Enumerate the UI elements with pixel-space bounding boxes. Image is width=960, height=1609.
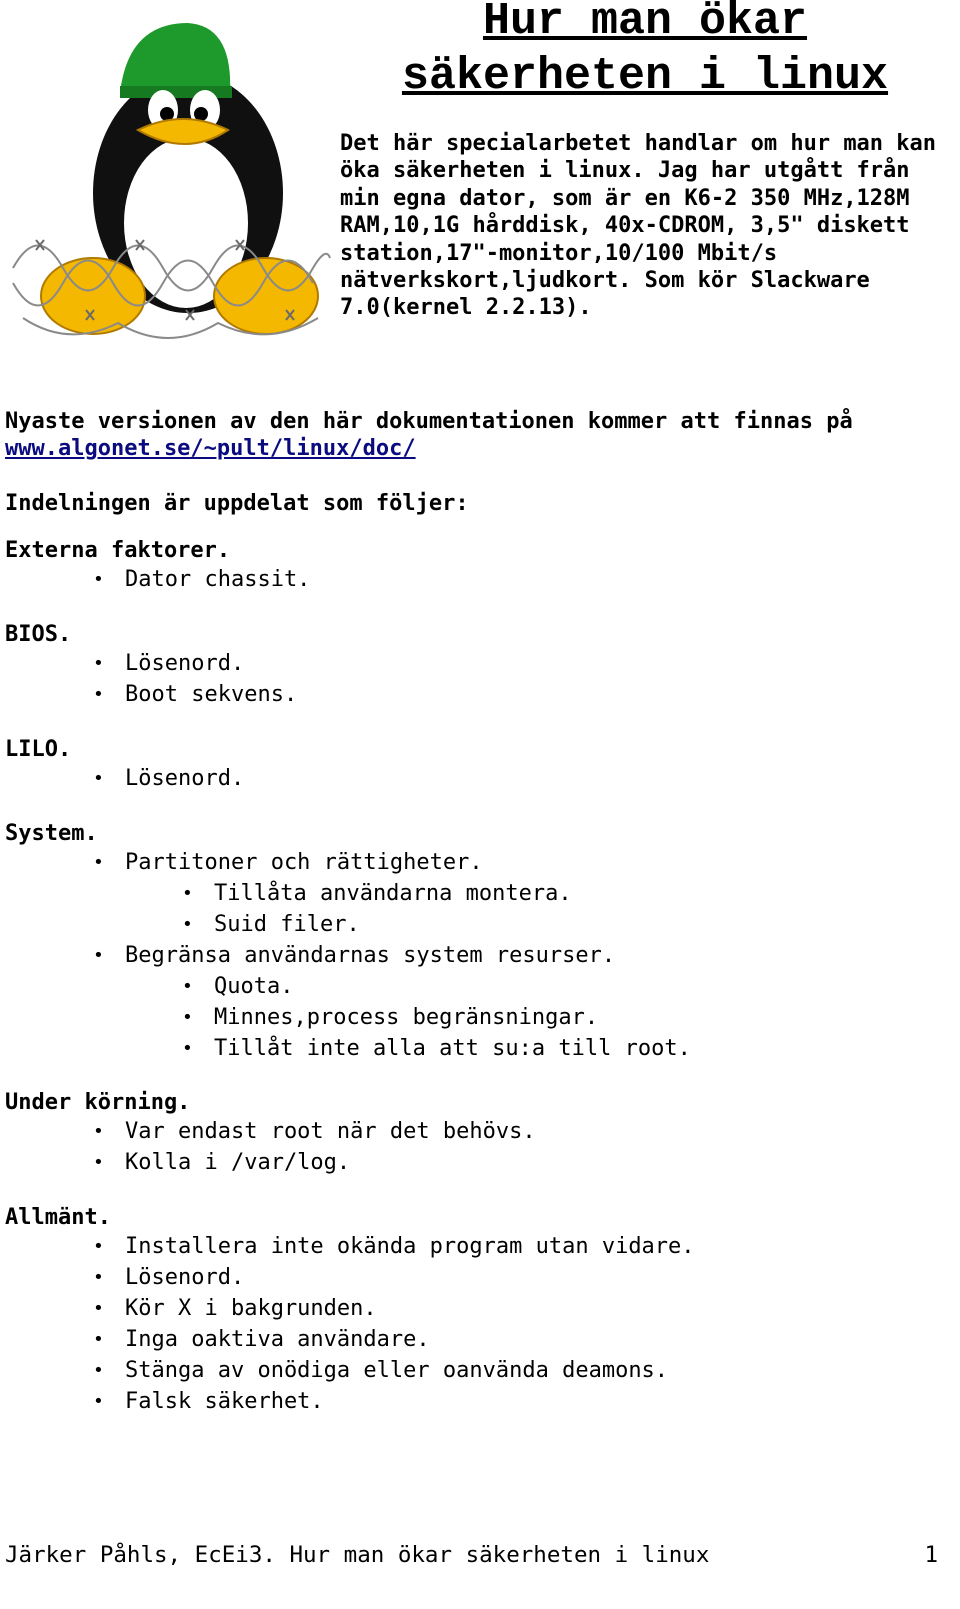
outline-heading: Indelningen är uppdelat som följer:: [5, 491, 469, 516]
item-list: [5, 648, 935, 710]
list-item: • Begränsa användarnas system resurser.: [5, 940, 935, 971]
list-item: • Installera inte okända program utan vidare.: [5, 1231, 935, 1262]
list-item: • Dator chassit.: [5, 564, 935, 595]
section-title: Allmänt.: [5, 1205, 111, 1230]
list-item: • Stänga av onödiga eller oanvända deamons.: [5, 1355, 935, 1386]
item-list: [5, 1116, 935, 1178]
tux-logo: [8, 18, 333, 353]
list-item: • Var endast root när det behövs.: [5, 1116, 935, 1147]
section-system: [5, 820, 935, 1064]
item-list: [5, 564, 935, 595]
list-item: • Lösenord.: [5, 648, 935, 679]
page-title: Hur man ökar säkerheten i linux: [401, 0, 889, 102]
tux-penguin-barbed-wire-icon: [8, 18, 333, 353]
section-under-korning: [5, 1089, 935, 1178]
section-title: Under körning.: [5, 1090, 191, 1115]
doc-link[interactable]: www.algonet.se/~pult/linux/doc/: [5, 436, 416, 462]
list-subitem: • Quota.: [5, 971, 935, 1002]
section-title: Externa faktorer.: [5, 538, 231, 563]
page-number: 1: [924, 1542, 938, 1568]
page-footer: [5, 1540, 938, 1570]
section-lilo: [5, 736, 935, 794]
section-title: System.: [5, 821, 98, 846]
list-item: • Kolla i /var/log.: [5, 1147, 935, 1178]
section-externa-faktorer: [5, 537, 935, 595]
section-bios: [5, 621, 935, 710]
item-list: [5, 1231, 935, 1417]
list-item: • Boot sekvens.: [5, 679, 935, 710]
list-subitem: • Minnes,process begränsningar.: [5, 1002, 935, 1033]
item-list: [5, 763, 935, 794]
section-title: BIOS.: [5, 622, 72, 647]
list-subitem: • Tillåt inte alla att su:a till root.: [5, 1033, 935, 1064]
list-subitem: • Suid filer.: [5, 909, 935, 940]
list-item: • Partitoner och rättigheter.: [5, 847, 935, 878]
footer-text: Järker Påhls, EcEi3. Hur man ökar säkerheten i linux: [5, 1542, 710, 1568]
list-item: • Lösenord.: [5, 1262, 935, 1293]
newest-version-paragraph: [5, 408, 925, 463]
list-subitem: • Tillåta användarna montera.: [5, 878, 935, 909]
intro-paragraph: Det här specialarbetet handlar om hur man kan öka säkerheten i linux. Jag har utgått från min egna dator, som är en K6-2 350 MHz,128M RAM,10,1G hårddisk, 40x-CDROM, 3,5" diskett station,17"-monitor,10/100 Mbit/s nätverkskort,ljudkort. Som kör Slackware 7.0(kernel 2.2.13).: [340, 131, 950, 321]
list-item: • Inga oaktiva användare.: [5, 1324, 935, 1355]
item-list: [5, 847, 935, 1064]
newest-version-text: Nyaste versionen av den här dokumentationen kommer att finnas på: [5, 409, 853, 434]
list-item: • Lösenord.: [5, 763, 935, 794]
list-item: • Kör X i bakgrunden.: [5, 1293, 935, 1324]
section-title: LILO.: [5, 737, 72, 762]
section-allmant: [5, 1204, 935, 1417]
list-item: • Falsk säkerhet.: [5, 1386, 935, 1417]
